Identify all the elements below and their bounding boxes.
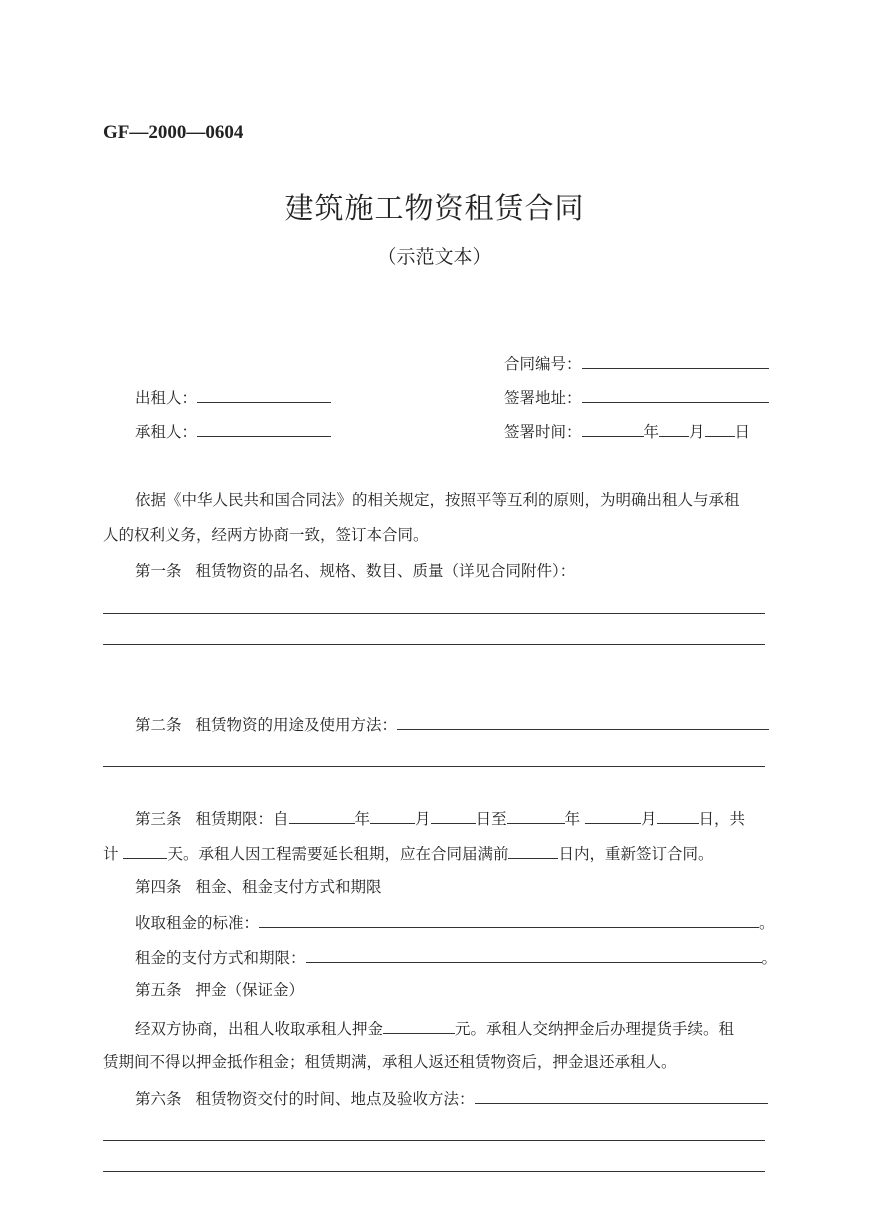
article-1-heading	[135, 561, 575, 581]
sign-month-blank[interactable]	[659, 420, 689, 437]
article-6-number: 第六条	[135, 1090, 182, 1108]
rent-standard-field	[135, 911, 775, 933]
rent-payment-label: 租金的支付方式和期限：	[135, 949, 306, 967]
deposit-text-b: 元。承租人交纳押金后办理提货手续。租	[455, 1020, 735, 1038]
article-6-blank-line-1[interactable]	[103, 1140, 765, 1141]
article-2-blank[interactable]	[397, 713, 769, 730]
sign-place-label: 签署地址：	[504, 389, 582, 407]
lessee-blank[interactable]	[197, 420, 331, 437]
article-6-text: 租赁物资交付的时间、地点及验收方法：	[195, 1090, 475, 1108]
article-5-line-2: 赁期间不得以押金抵作租金；租赁期满，承租人返还租赁物资后，押金退还承租人。	[103, 1053, 677, 1071]
page-subtitle: （示范文本）	[377, 246, 492, 268]
end-month-label: 月	[641, 810, 657, 828]
article-1-blank-line-2[interactable]	[103, 644, 765, 645]
deposit-text-a: 经双方协商，出租人收取承租人押金	[135, 1020, 384, 1038]
end-year-label: 年	[564, 810, 581, 828]
article-1-text: 租赁物资的品名、规格、数目、质量（详见合同附件）：	[195, 562, 576, 580]
sign-place-field	[504, 386, 769, 408]
article-4-heading	[135, 877, 382, 897]
article-2-heading	[135, 713, 769, 735]
total-label: 计	[103, 845, 119, 863]
lessor-label: 出租人：	[135, 389, 198, 407]
end-day-blank[interactable]	[657, 807, 699, 824]
sign-time-label: 签署时间：	[504, 423, 582, 441]
rent-payment-period: 。	[761, 949, 778, 967]
contract-number-blank[interactable]	[582, 352, 769, 369]
sign-year-label: 年	[643, 423, 660, 441]
article-5-text: 押金（保证金）	[195, 981, 305, 999]
rent-standard-label: 收取租金的标准：	[135, 914, 260, 932]
start-day-label: 日至	[475, 810, 507, 828]
rent-standard-period: 。	[759, 914, 775, 932]
sign-day-blank[interactable]	[705, 420, 735, 437]
article-3-line-2	[103, 842, 713, 864]
document-code: GF—2000—0604	[103, 122, 244, 143]
page-title: 建筑施工物资租赁合同	[284, 191, 585, 225]
start-month-blank[interactable]	[370, 807, 415, 824]
article-6-heading	[135, 1087, 768, 1109]
article-5-number: 第五条	[135, 981, 182, 999]
contract-number-label: 合同编号：	[504, 355, 582, 373]
article-5-heading	[135, 980, 304, 1000]
article-6-blank[interactable]	[475, 1087, 768, 1104]
renew-days-blank[interactable]	[508, 842, 558, 859]
lessee-field	[135, 420, 331, 442]
preamble-line-2: 人的权利义务，经两方协商一致，签订本合同。	[103, 526, 429, 544]
end-month-blank[interactable]	[585, 807, 641, 824]
article-2-blank-line[interactable]	[103, 766, 765, 767]
end-day-label: 日，共	[698, 810, 746, 828]
article-5-line-1	[135, 1017, 734, 1039]
lessor-blank[interactable]	[197, 386, 331, 403]
contract-number-field	[504, 352, 769, 374]
preamble-line-1: 依据《中华人民共和国合同法》的相关规定，按照平等互利的原则，为明确出租人与承租	[135, 491, 740, 509]
article-2-number: 第二条	[135, 716, 182, 734]
article-3-text-b: 天。承租人因工程需要延长租期，应在合同届满前	[167, 845, 509, 863]
sign-month-label: 月	[689, 423, 705, 441]
deposit-amount-blank[interactable]	[383, 1017, 455, 1034]
article-6-blank-line-2[interactable]	[103, 1171, 765, 1172]
start-year-blank[interactable]	[289, 807, 355, 824]
rent-payment-blank[interactable]	[306, 946, 762, 963]
article-3-text-a: 租赁期限：自	[195, 810, 289, 828]
start-day-blank[interactable]	[431, 807, 476, 824]
article-4-text: 租金、租金支付方式和期限	[195, 878, 382, 896]
article-3-line-1	[135, 807, 745, 829]
sign-time-field	[504, 420, 750, 442]
article-3-text-c: 日内，重新签订合同。	[558, 845, 714, 863]
article-1-blank-line-1[interactable]	[103, 613, 765, 614]
article-2-text: 租赁物资的用途及使用方法：	[195, 716, 398, 734]
article-3-number: 第三条	[135, 810, 182, 828]
article-1-number: 第一条	[135, 562, 182, 580]
sign-day-label: 日	[734, 423, 751, 441]
lessor-field	[135, 386, 331, 408]
total-days-blank[interactable]	[123, 842, 167, 859]
start-month-label: 月	[415, 810, 431, 828]
rent-payment-field	[135, 946, 777, 968]
end-year-blank[interactable]	[507, 807, 565, 824]
start-year-label: 年	[354, 810, 371, 828]
sign-place-blank[interactable]	[582, 386, 769, 403]
lessee-label: 承租人：	[135, 423, 198, 441]
rent-standard-blank[interactable]	[259, 911, 759, 928]
article-4-number: 第四条	[135, 878, 182, 896]
sign-year-blank[interactable]	[582, 420, 644, 437]
